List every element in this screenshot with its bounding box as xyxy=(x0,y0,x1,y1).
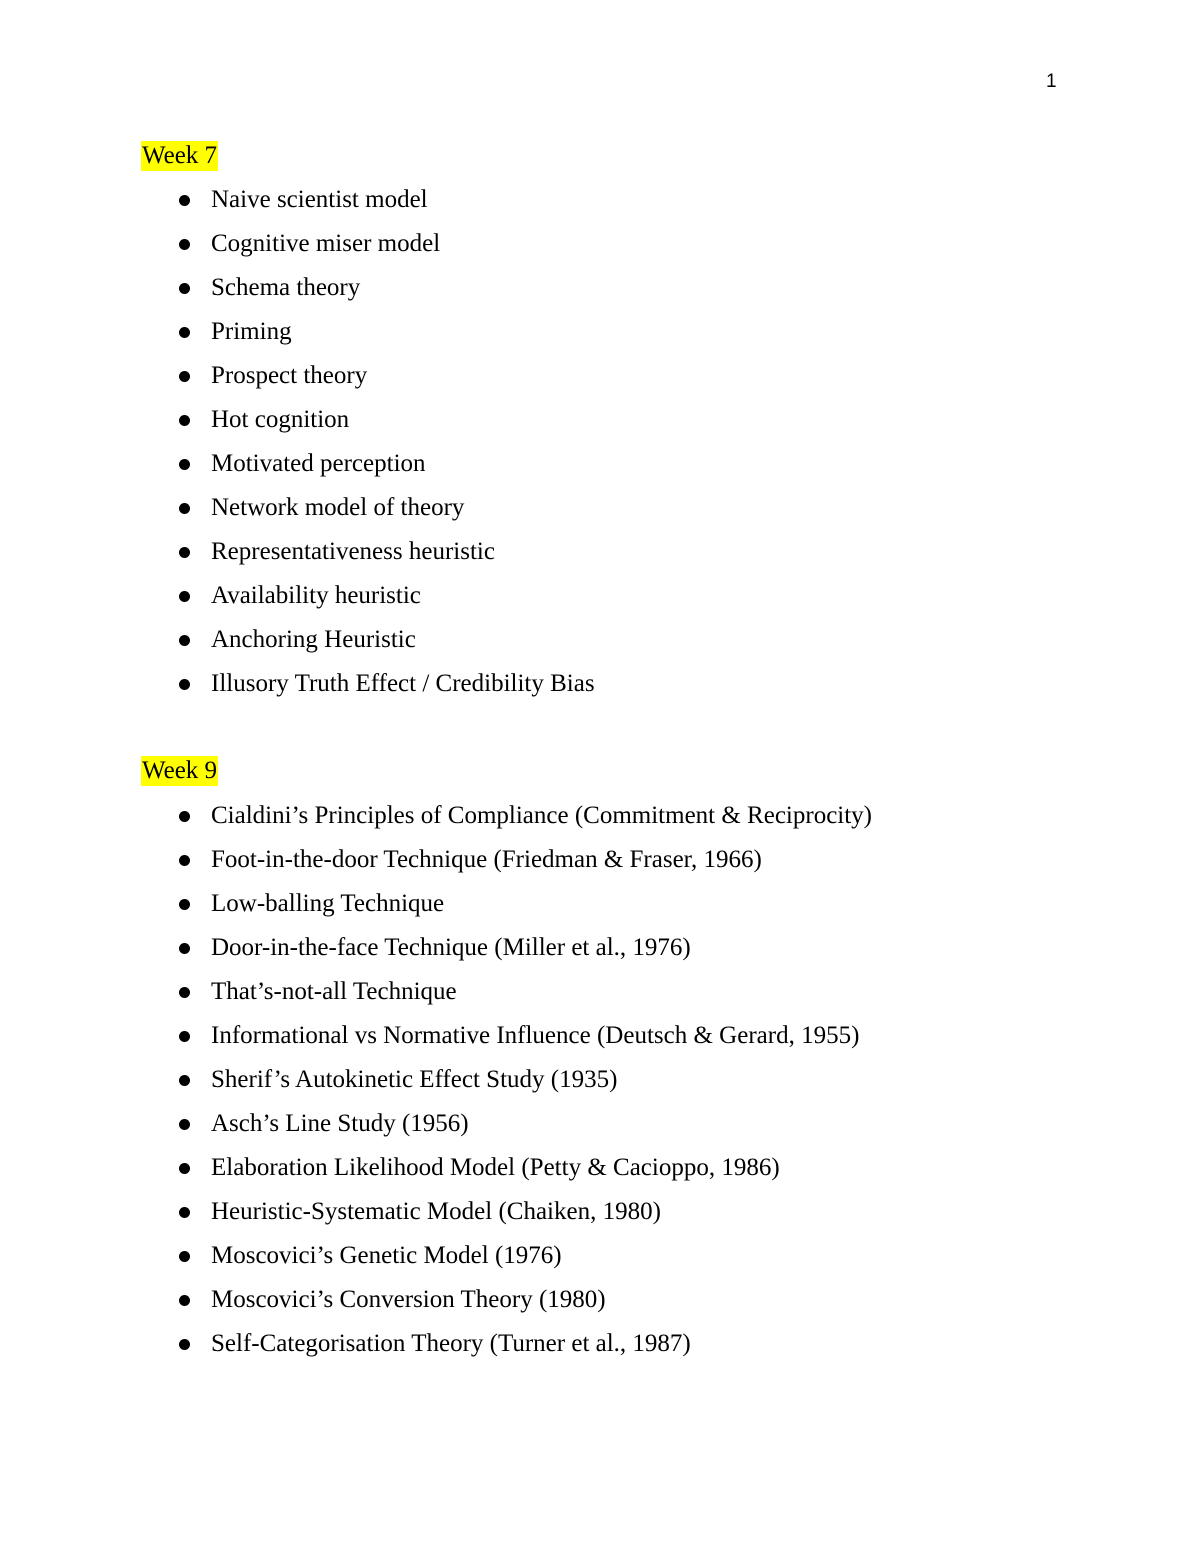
bullet-icon xyxy=(179,855,190,866)
bullet-icon xyxy=(179,987,190,998)
list-item xyxy=(141,1109,872,1153)
list-item xyxy=(141,581,595,625)
list-item-text: Door-in-the-face Technique (Miller et al., 1976) xyxy=(211,934,691,961)
list-item xyxy=(141,801,872,845)
list-item-text: Elaboration Likelihood Model (Petty & Cacioppo, 1986) xyxy=(211,1154,780,1181)
bullet-icon xyxy=(179,899,190,910)
list-item xyxy=(141,229,595,273)
list-item-text: Anchoring Heuristic xyxy=(211,626,416,653)
list-item xyxy=(141,845,872,889)
list-item-text: Illusory Truth Effect / Credibility Bias xyxy=(211,670,595,697)
bullet-icon xyxy=(179,943,190,954)
bullet-icon xyxy=(179,591,190,602)
list-item-text: Low-balling Technique xyxy=(211,890,445,917)
list-item-text: Moscovici’s Genetic Model (1976) xyxy=(211,1242,562,1269)
list-item xyxy=(141,493,595,537)
list-item-text: Representativeness heuristic xyxy=(211,538,495,565)
list-item-text: Cialdini’s Principles of Compliance (Commitment & Reciprocity) xyxy=(211,802,873,829)
bullet-icon xyxy=(179,195,190,206)
list-item-text: Asch’s Line Study (1956) xyxy=(211,1110,469,1137)
list-item-text: Self-Categorisation Theory (Turner et al., 1987) xyxy=(211,1330,691,1357)
week-9-heading: Week 9 xyxy=(142,757,218,784)
list-item xyxy=(141,625,595,669)
list-item-text: Schema theory xyxy=(211,274,361,301)
list-item xyxy=(141,273,595,317)
week-7-heading: Week 7 xyxy=(142,142,218,169)
page-number: 1 xyxy=(1046,71,1057,92)
list-item xyxy=(141,1285,872,1329)
list-item xyxy=(141,977,872,1021)
list-item xyxy=(141,669,595,713)
list-item xyxy=(141,933,872,977)
list-item-text: Prospect theory xyxy=(211,362,368,389)
bullet-icon xyxy=(179,503,190,514)
list-item xyxy=(141,1021,872,1065)
list-item xyxy=(141,185,595,229)
bullet-icon xyxy=(179,547,190,558)
list-item xyxy=(141,1197,872,1241)
bullet-icon xyxy=(179,415,190,426)
list-item xyxy=(141,537,595,581)
list-item-text: Informational vs Normative Influence (Deutsch & Gerard, 1955) xyxy=(211,1022,860,1049)
list-item-text: Sherif’s Autokinetic Effect Study (1935) xyxy=(211,1066,618,1093)
bullet-icon xyxy=(179,1119,190,1130)
list-item xyxy=(141,889,872,933)
list-item-text: Availability heuristic xyxy=(211,582,421,609)
bullet-icon xyxy=(179,635,190,646)
list-item xyxy=(141,1153,872,1197)
list-item-text: Motivated perception xyxy=(211,450,426,477)
week-7-topic-list xyxy=(141,185,595,713)
list-item xyxy=(141,1241,872,1285)
list-item xyxy=(141,317,595,361)
bullet-icon xyxy=(179,1207,190,1218)
section-week-9 xyxy=(141,756,872,1373)
list-item-text: Cognitive miser model xyxy=(211,230,441,257)
list-item-text: Heuristic-Systematic Model (Chaiken, 1980) xyxy=(211,1198,661,1225)
bullet-icon xyxy=(179,1163,190,1174)
list-item-text: Naive scientist model xyxy=(211,186,428,213)
list-item-text: That’s-not-all Technique xyxy=(211,978,457,1005)
list-item xyxy=(141,1329,872,1373)
list-item-text: Moscovici’s Conversion Theory (1980) xyxy=(211,1286,606,1313)
bullet-icon xyxy=(179,371,190,382)
list-item-text: Network model of theory xyxy=(211,494,465,521)
week-9-topic-list xyxy=(141,801,872,1373)
list-item-text: Hot cognition xyxy=(211,406,350,433)
list-item xyxy=(141,1065,872,1109)
bullet-icon xyxy=(179,1295,190,1306)
bullet-icon xyxy=(179,1251,190,1262)
bullet-icon xyxy=(179,283,190,294)
bullet-icon xyxy=(179,1031,190,1042)
list-item-text: Priming xyxy=(211,318,292,345)
list-item xyxy=(141,361,595,405)
section-week-7 xyxy=(141,141,595,713)
bullet-icon xyxy=(179,679,190,690)
list-item-text: Foot-in-the-door Technique (Friedman & Fraser, 1966) xyxy=(211,846,762,873)
bullet-icon xyxy=(179,327,190,338)
bullet-icon xyxy=(179,1075,190,1086)
bullet-icon xyxy=(179,459,190,470)
list-item xyxy=(141,449,595,493)
bullet-icon xyxy=(179,239,190,250)
list-item xyxy=(141,405,595,449)
bullet-icon xyxy=(179,1339,190,1350)
bullet-icon xyxy=(179,811,190,822)
